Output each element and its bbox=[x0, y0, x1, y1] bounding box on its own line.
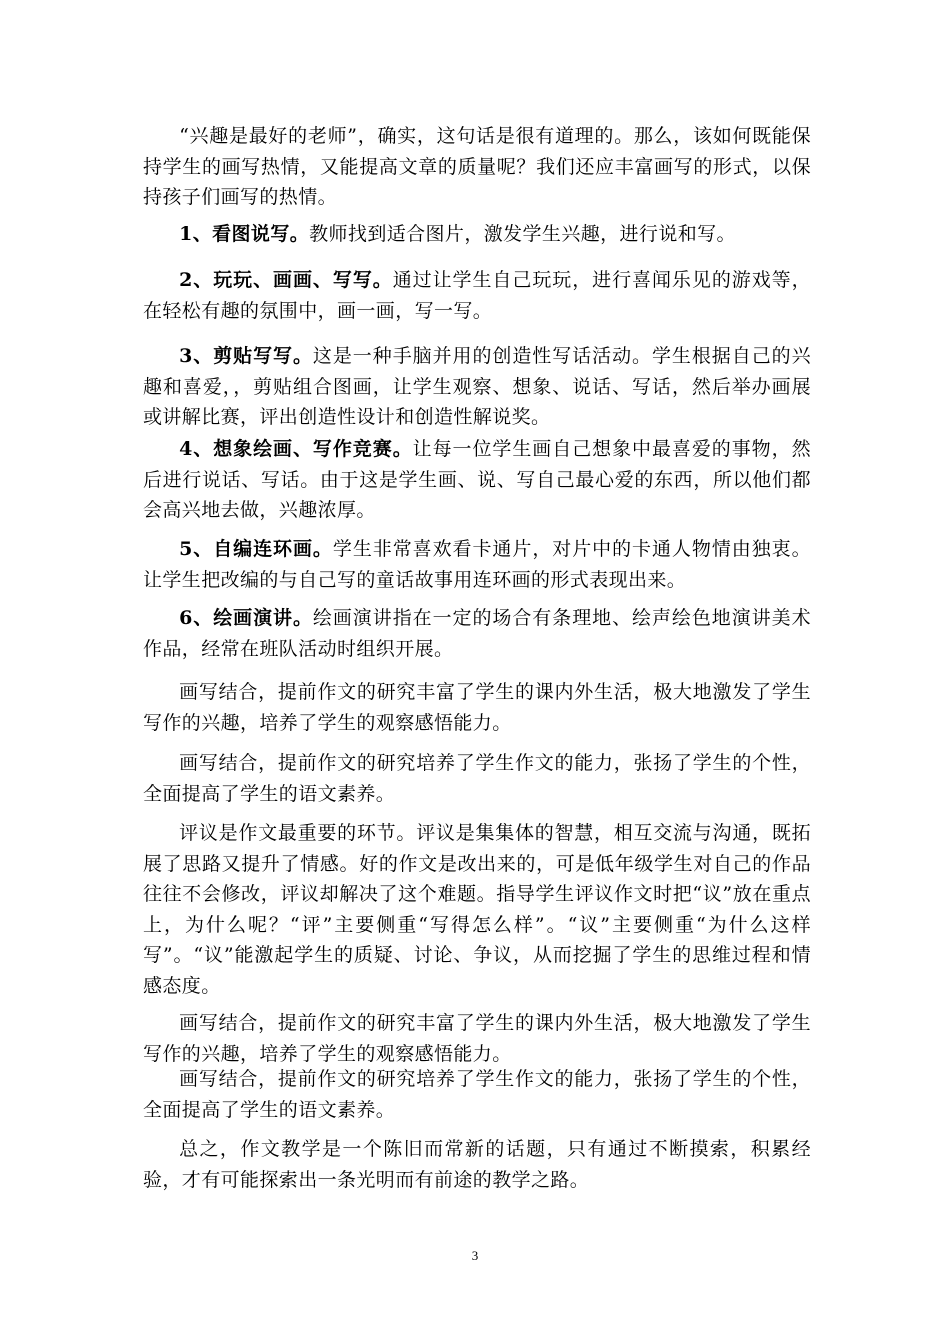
paragraph-text: 绘画演讲指在一定的场合有条理地、绘声绘色地演讲美术作品，经常在班队活动时组织开展。 bbox=[143, 607, 811, 660]
paragraph-text: 教师找到适合图片，激发学生兴趣，进行说和写。 bbox=[309, 223, 736, 245]
paragraph-text: 让每一位学生画自己想象中最喜爱的事物，然后进行说话、写话。由于这是学生画、说、写自己最心爱的东西，所以他们都会高兴地去做，兴趣浓厚。 bbox=[143, 438, 811, 521]
paragraph-lead: 6、绘画演讲。 bbox=[179, 607, 313, 629]
paragraph-summary bbox=[143, 1134, 811, 1195]
paragraph-conclusion-2 bbox=[143, 748, 811, 809]
paragraph-text: “兴趣是最好的老师”，确实，这句话是很有道理的。那么，该如何既能保持学生的画写热情，又能提高文章的质量呢？我们还应丰富画写的形式，以保持孩子们画写的热情。 bbox=[143, 125, 811, 208]
paragraph-lead: 2、玩玩、画画、写写。 bbox=[179, 269, 393, 291]
paragraph-conclusion-4 bbox=[143, 1064, 811, 1125]
paragraph-method-6 bbox=[143, 603, 811, 664]
paragraph-text: 画写结合，提前作文的研究丰富了学生的课内外生活，极大地激发了学生写作的兴趣，培养了学生的观察感悟能力。 bbox=[143, 681, 811, 734]
paragraph-text: 通过让学生自己玩玩，进行喜闻乐见的游戏等，在轻松有趣的氛围中，画一画，写一写。 bbox=[143, 269, 811, 322]
paragraph-evaluation bbox=[143, 818, 811, 1001]
paragraph-lead: 1、看图说写。 bbox=[179, 223, 310, 245]
paragraph-text: 画写结合，提前作文的研究丰富了学生的课内外生活，极大地激发了学生写作的兴趣，培养了学生的观察感悟能力。 bbox=[143, 1012, 811, 1065]
paragraph-text: 学生非常喜欢看卡通片，对片中的卡通人物情由独衷。让学生把改编的与自己写的童话故事用连环画的形式表现出来。 bbox=[143, 538, 811, 591]
paragraph-lead: 3、剪贴写写。 bbox=[179, 345, 313, 367]
paragraph-text: 画写结合，提前作文的研究培养了学生作文的能力，张扬了学生的个性，全面提高了学生的语文素养。 bbox=[143, 1068, 811, 1121]
paragraph-method-2 bbox=[143, 265, 811, 326]
paragraph-text: 评议是作文最重要的环节。评议是集集体的智慧，相互交流与沟通，既拓展了思路又提升了情感。好的作文是改出来的，可是低年级学生对自己的作品往往不会修改，评议却解决了这个难题。指导学生评议作文时把“议”放在重点上，为什么呢？“评”主要侧重“写得怎么样”。“议”主要侧重“为什么这样写”。“议”能激起学生的质疑、讨论、争议，从而挖掘了学生的思维过程和情感态度。 bbox=[143, 822, 811, 997]
paragraph-lead: 5、自编连环画。 bbox=[179, 538, 333, 560]
page-number: 3 bbox=[471, 1248, 479, 1263]
paragraph-text: 画写结合，提前作文的研究培养了学生作文的能力，张扬了学生的个性，全面提高了学生的语文素养。 bbox=[143, 752, 811, 805]
paragraph-method-3 bbox=[143, 341, 811, 433]
paragraph-text: 总之，作文教学是一个陈旧而常新的话题，只有通过不断摸索，积累经验，才有可能探索出一条光明而有前途的教学之路。 bbox=[143, 1138, 811, 1191]
paragraph-text: 这是一种手脑并用的创造性写话活动。学生根据自己的兴趣和喜爱，，剪贴组合图画，让学生观察、想象、说话、写话，然后举办画展或讲解比赛，评出创造性设计和创造性解说奖。 bbox=[143, 345, 811, 428]
paragraph-lead: 4、想象绘画、写作竞赛。 bbox=[179, 438, 413, 460]
paragraph-method-5 bbox=[143, 534, 811, 595]
paragraph-method-4 bbox=[143, 434, 811, 526]
paragraph-intro bbox=[143, 121, 811, 213]
paragraph-method-1 bbox=[143, 219, 811, 250]
paragraph-conclusion-1 bbox=[143, 677, 811, 738]
paragraph-conclusion-3 bbox=[143, 1008, 811, 1069]
